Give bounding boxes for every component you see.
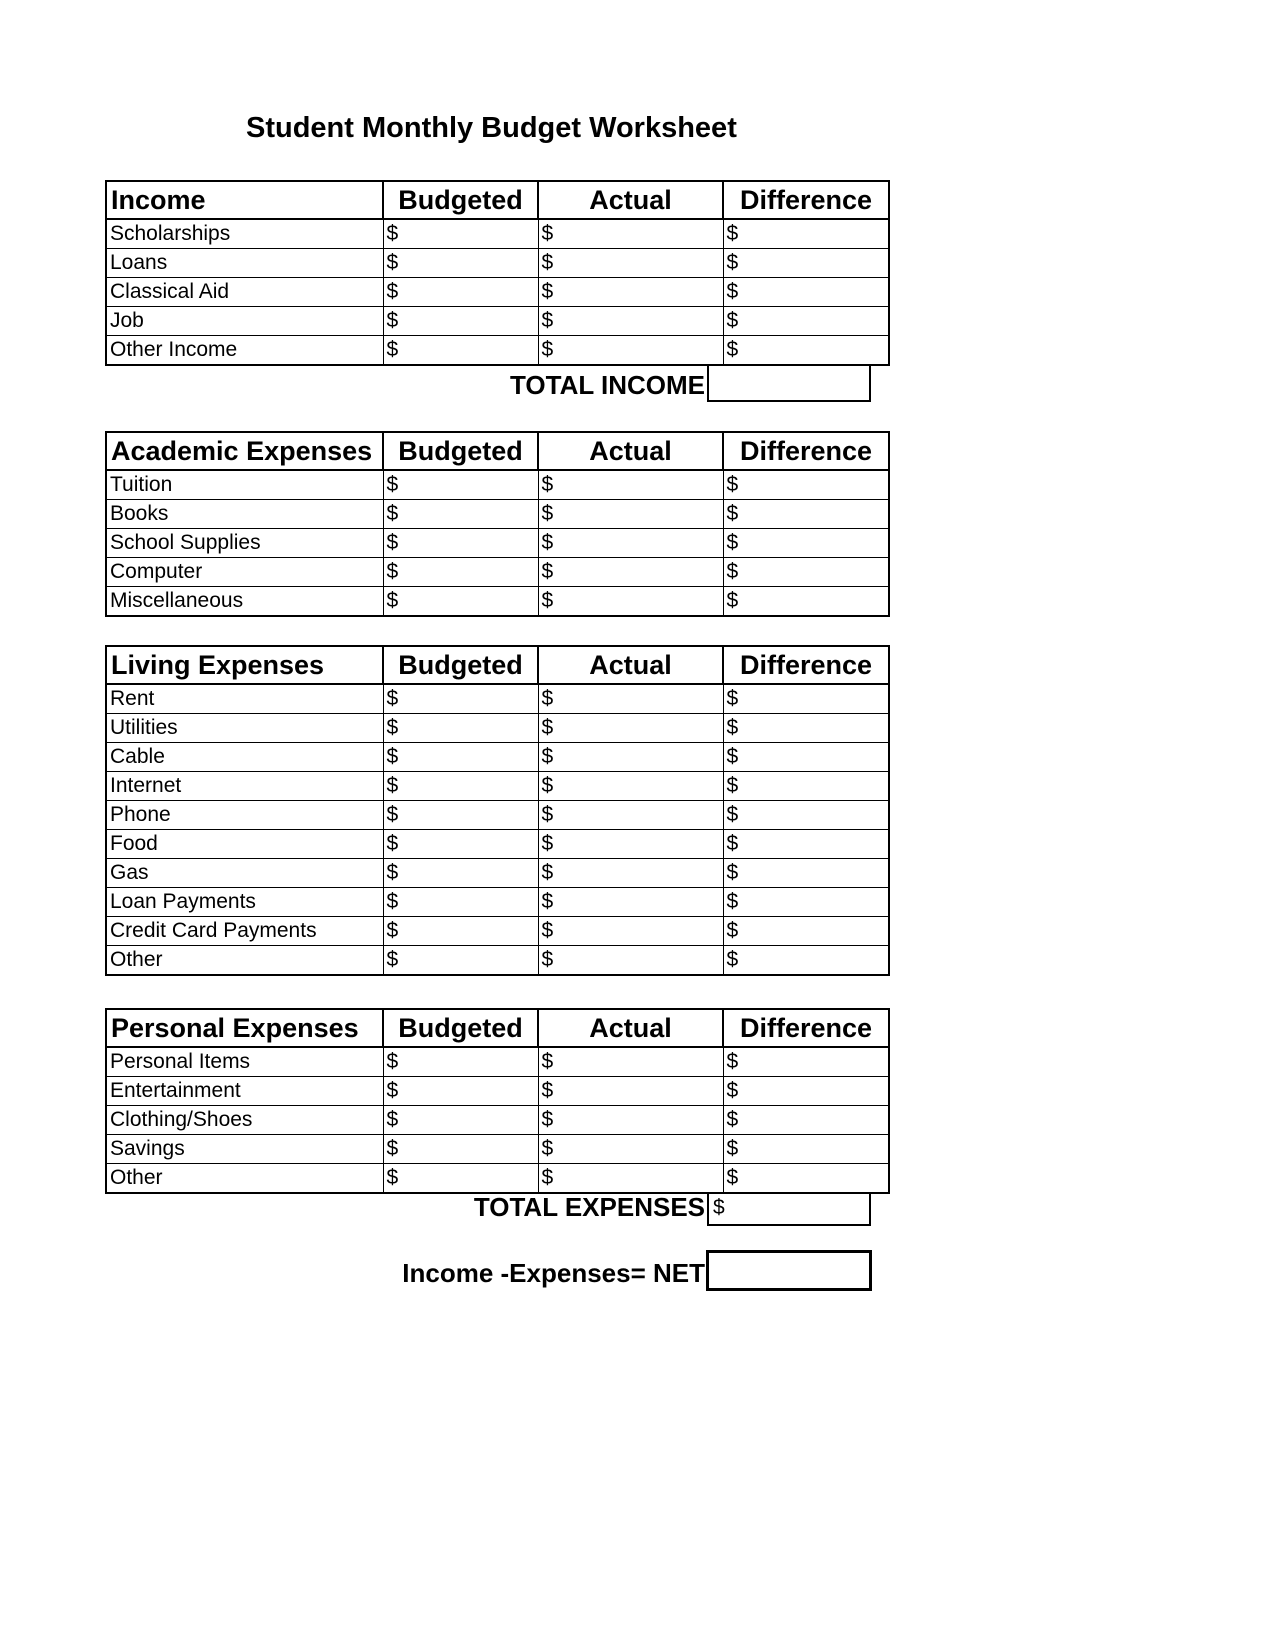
table-row xyxy=(106,888,889,917)
budgeted-cell[interactable]: $ xyxy=(383,587,538,617)
row-label: Classical Aid xyxy=(106,278,383,307)
row-label: Scholarships xyxy=(106,219,383,249)
budgeted-cell[interactable]: $ xyxy=(383,558,538,587)
actual-cell[interactable]: $ xyxy=(538,219,723,249)
personal-heading: Personal Expenses xyxy=(106,1009,383,1047)
actual-cell[interactable]: $ xyxy=(538,917,723,946)
actual-header: Actual xyxy=(538,432,723,470)
budgeted-header: Budgeted xyxy=(383,646,538,684)
budgeted-header: Budgeted xyxy=(383,432,538,470)
actual-cell[interactable]: $ xyxy=(538,859,723,888)
table-row xyxy=(106,859,889,888)
difference-cell[interactable]: $ xyxy=(723,336,889,366)
difference-cell[interactable]: $ xyxy=(723,1047,889,1077)
difference-cell[interactable]: $ xyxy=(723,1164,889,1194)
table-row xyxy=(106,743,889,772)
table-row xyxy=(106,830,889,859)
table-row xyxy=(106,558,889,587)
row-label: Credit Card Payments xyxy=(106,917,383,946)
row-label: Miscellaneous xyxy=(106,587,383,617)
actual-cell[interactable]: $ xyxy=(538,249,723,278)
difference-header: Difference xyxy=(723,432,889,470)
actual-cell[interactable]: $ xyxy=(538,529,723,558)
row-label: Other xyxy=(106,946,383,976)
budgeted-cell[interactable]: $ xyxy=(383,888,538,917)
table-row xyxy=(106,307,889,336)
income-table xyxy=(105,180,890,366)
row-label: School Supplies xyxy=(106,529,383,558)
budgeted-cell[interactable]: $ xyxy=(383,336,538,366)
row-label: Other xyxy=(106,1164,383,1194)
difference-cell[interactable]: $ xyxy=(723,558,889,587)
actual-cell[interactable]: $ xyxy=(538,278,723,307)
row-label: Internet xyxy=(106,772,383,801)
difference-header: Difference xyxy=(723,1009,889,1047)
budgeted-cell[interactable]: $ xyxy=(383,219,538,249)
total-income-field[interactable] xyxy=(707,364,871,402)
budgeted-cell[interactable]: $ xyxy=(383,1135,538,1164)
row-label: Entertainment xyxy=(106,1077,383,1106)
table-row xyxy=(106,772,889,801)
budgeted-cell[interactable]: $ xyxy=(383,801,538,830)
net-field[interactable] xyxy=(706,1250,872,1291)
budgeted-cell[interactable]: $ xyxy=(383,772,538,801)
row-label: Job xyxy=(106,307,383,336)
actual-cell[interactable]: $ xyxy=(538,587,723,617)
row-label: Loans xyxy=(106,249,383,278)
difference-header: Difference xyxy=(723,181,889,219)
table-row xyxy=(106,470,889,500)
table-row xyxy=(106,1077,889,1106)
budgeted-cell[interactable]: $ xyxy=(383,1164,538,1194)
table-row xyxy=(106,336,889,366)
budgeted-cell[interactable]: $ xyxy=(383,278,538,307)
row-label: Clothing/Shoes xyxy=(106,1106,383,1135)
actual-cell[interactable]: $ xyxy=(538,470,723,500)
actual-cell[interactable]: $ xyxy=(538,772,723,801)
net-label: Income -Expenses= NET xyxy=(402,1258,705,1288)
row-label: Other Income xyxy=(106,336,383,366)
difference-cell[interactable]: $ xyxy=(723,743,889,772)
actual-cell[interactable]: $ xyxy=(538,684,723,714)
difference-cell[interactable]: $ xyxy=(723,772,889,801)
actual-cell[interactable]: $ xyxy=(538,888,723,917)
difference-cell[interactable]: $ xyxy=(723,859,889,888)
actual-cell[interactable]: $ xyxy=(538,1135,723,1164)
budgeted-cell[interactable]: $ xyxy=(383,1106,538,1135)
budgeted-cell[interactable]: $ xyxy=(383,529,538,558)
living-heading: Living Expenses xyxy=(106,646,383,684)
actual-cell[interactable]: $ xyxy=(538,558,723,587)
table-row xyxy=(106,917,889,946)
academic-expenses-table xyxy=(105,431,890,617)
actual-cell[interactable]: $ xyxy=(538,946,723,976)
actual-header: Actual xyxy=(538,646,723,684)
table-row xyxy=(106,946,889,976)
actual-cell[interactable]: $ xyxy=(538,830,723,859)
budgeted-cell[interactable]: $ xyxy=(383,917,538,946)
row-label: Computer xyxy=(106,558,383,587)
row-label: Food xyxy=(106,830,383,859)
row-label: Personal Items xyxy=(106,1047,383,1077)
actual-cell[interactable]: $ xyxy=(538,1106,723,1135)
table-row xyxy=(106,587,889,617)
difference-cell[interactable]: $ xyxy=(723,500,889,529)
difference-cell[interactable]: $ xyxy=(723,801,889,830)
difference-cell[interactable]: $ xyxy=(723,946,889,976)
budgeted-cell[interactable]: $ xyxy=(383,470,538,500)
difference-cell[interactable]: $ xyxy=(723,1135,889,1164)
actual-cell[interactable]: $ xyxy=(538,307,723,336)
actual-cell[interactable]: $ xyxy=(538,1077,723,1106)
total-income-label: TOTAL INCOME xyxy=(510,370,705,400)
row-label: Cable xyxy=(106,743,383,772)
budgeted-cell[interactable]: $ xyxy=(383,1077,538,1106)
academic-heading: Academic Expenses xyxy=(106,432,383,470)
row-label: Phone xyxy=(106,801,383,830)
actual-cell[interactable]: $ xyxy=(538,801,723,830)
table-row xyxy=(106,1135,889,1164)
difference-cell[interactable]: $ xyxy=(723,684,889,714)
actual-header: Actual xyxy=(538,181,723,219)
table-row xyxy=(106,801,889,830)
difference-cell[interactable]: $ xyxy=(723,529,889,558)
table-row xyxy=(106,1047,889,1077)
total-expenses-field[interactable]: $ xyxy=(707,1192,871,1226)
total-expenses-label: TOTAL EXPENSES xyxy=(473,1192,705,1222)
difference-header: Difference xyxy=(723,646,889,684)
table-row xyxy=(106,1106,889,1135)
table-row xyxy=(106,529,889,558)
difference-cell[interactable]: $ xyxy=(723,1077,889,1106)
difference-cell[interactable]: $ xyxy=(723,888,889,917)
budgeted-cell[interactable]: $ xyxy=(383,307,538,336)
actual-cell[interactable]: $ xyxy=(538,743,723,772)
row-label: Gas xyxy=(106,859,383,888)
table-row xyxy=(106,714,889,743)
difference-cell[interactable]: $ xyxy=(723,307,889,336)
table-row xyxy=(106,684,889,714)
personal-expenses-table xyxy=(105,1008,890,1194)
budgeted-cell[interactable]: $ xyxy=(383,684,538,714)
difference-cell[interactable]: $ xyxy=(723,1106,889,1135)
row-label: Savings xyxy=(106,1135,383,1164)
budgeted-cell[interactable]: $ xyxy=(383,946,538,976)
difference-cell[interactable]: $ xyxy=(723,249,889,278)
living-expenses-table xyxy=(105,645,890,976)
actual-cell[interactable]: $ xyxy=(538,1047,723,1077)
actual-header: Actual xyxy=(538,1009,723,1047)
actual-cell[interactable]: $ xyxy=(538,500,723,529)
difference-cell[interactable]: $ xyxy=(723,470,889,500)
budgeted-cell[interactable]: $ xyxy=(383,830,538,859)
difference-cell[interactable]: $ xyxy=(723,219,889,249)
budgeted-cell[interactable]: $ xyxy=(383,249,538,278)
table-row xyxy=(106,500,889,529)
budgeted-cell[interactable]: $ xyxy=(383,714,538,743)
table-row xyxy=(106,219,889,249)
budgeted-cell[interactable]: $ xyxy=(383,500,538,529)
row-label: Books xyxy=(106,500,383,529)
actual-cell[interactable]: $ xyxy=(538,336,723,366)
actual-cell[interactable]: $ xyxy=(538,714,723,743)
table-row xyxy=(106,249,889,278)
difference-cell[interactable]: $ xyxy=(723,830,889,859)
row-label: Utilities xyxy=(106,714,383,743)
budgeted-cell[interactable]: $ xyxy=(383,743,538,772)
budgeted-header: Budgeted xyxy=(383,181,538,219)
difference-cell[interactable]: $ xyxy=(723,917,889,946)
difference-cell[interactable]: $ xyxy=(723,278,889,307)
page-title: Student Monthly Budget Worksheet xyxy=(246,112,737,144)
table-row xyxy=(106,1164,889,1194)
difference-cell[interactable]: $ xyxy=(723,714,889,743)
income-heading: Income xyxy=(106,181,383,219)
budgeted-header: Budgeted xyxy=(383,1009,538,1047)
row-label: Tuition xyxy=(106,470,383,500)
budgeted-cell[interactable]: $ xyxy=(383,859,538,888)
row-label: Rent xyxy=(106,684,383,714)
actual-cell[interactable]: $ xyxy=(538,1164,723,1194)
row-label: Loan Payments xyxy=(106,888,383,917)
difference-cell[interactable]: $ xyxy=(723,587,889,617)
budgeted-cell[interactable]: $ xyxy=(383,1047,538,1077)
table-row xyxy=(106,278,889,307)
